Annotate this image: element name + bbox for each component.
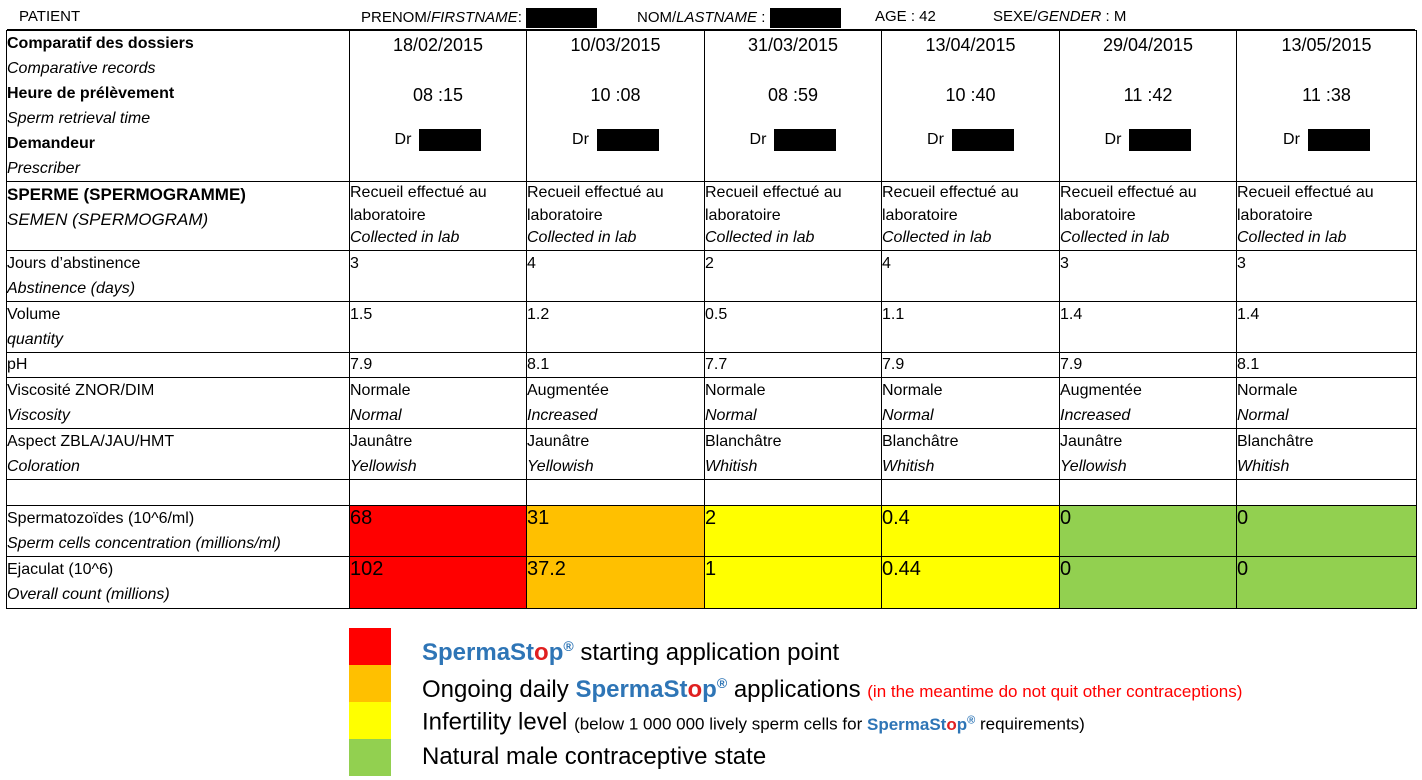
aspect-value-en: Yellowish <box>527 458 594 475</box>
record-time: 10 :40 <box>945 85 996 105</box>
record-date: 18/02/2015 <box>392 35 484 55</box>
volume-cell <box>1237 302 1417 353</box>
aspect-value-en: Whitish <box>882 458 935 475</box>
ph-cell <box>882 353 1060 378</box>
aspect-value-fr: Blanchâtre <box>705 433 782 450</box>
time-label-fr: Heure de prélèvement <box>7 85 175 102</box>
viscosity-cell <box>1237 378 1417 429</box>
records-label-cell <box>7 31 350 182</box>
empty-cell <box>705 480 882 506</box>
legend-swatch-red <box>349 628 391 665</box>
legend-item-ongoing <box>349 665 1409 702</box>
prescriber-prefix: Dr <box>1283 131 1300 148</box>
record-prescriber <box>1060 128 1236 152</box>
ejaculate-label-fr: Ejaculat (10^6) <box>7 561 114 578</box>
ejaculate-cell <box>1060 557 1237 609</box>
concentration-value: 0.4 <box>882 507 910 529</box>
aspect-label-fr: Aspect ZBLA/JAU/HMT <box>7 433 175 450</box>
viscosity-cell <box>350 378 527 429</box>
legend-infertility-note: (below 1 000 000 lively sperm cells for SpermaStop® requirements) <box>574 714 1085 734</box>
legend-swatch-green <box>349 739 391 776</box>
empty-row <box>7 480 1417 506</box>
ph-cell <box>1237 353 1417 378</box>
collect-text: laboratoire <box>882 206 958 224</box>
redacted-prescriber <box>597 129 659 151</box>
ejaculate-label-en: Overall count (millions) <box>7 586 170 603</box>
concentration-label-cell <box>7 506 350 557</box>
brand-name: SpermaStop® <box>575 675 728 703</box>
legend-item-infertility <box>349 702 1409 739</box>
collect-text: laboratoire <box>1060 206 1136 224</box>
record-time: 08 :59 <box>767 85 819 105</box>
abstinence-label-en: Abstinence (days) <box>7 280 136 297</box>
abstinence-label-fr: Jours d’abstinence <box>7 255 141 272</box>
collect-text: Recueil effectué au <box>527 184 664 201</box>
viscosity-cell <box>705 378 882 429</box>
ejaculate-cell <box>882 557 1060 609</box>
sex-value: : M <box>1101 8 1127 25</box>
records-header-row <box>7 31 1417 182</box>
aspect-cell <box>527 429 705 480</box>
ph-value: 7.7 <box>705 356 728 373</box>
viscosity-cell <box>1060 378 1237 429</box>
spermogram-table <box>6 30 1417 609</box>
ejaculate-cell <box>1237 557 1417 609</box>
semen-cell-1 <box>350 182 527 251</box>
record-time: 11 :38 <box>1302 85 1351 105</box>
concentration-value: 0 <box>1060 507 1072 529</box>
aspect-cell <box>705 429 882 480</box>
legend-text-contraceptive: Natural male contraceptive state <box>422 743 767 770</box>
abstinence-value: 3 <box>1060 255 1069 272</box>
viscosity-value-fr: Augmentée <box>527 382 609 399</box>
record-prescriber <box>705 128 881 152</box>
concentration-cell <box>1060 506 1237 557</box>
brand-name: SpermaStop® <box>866 714 976 734</box>
aspect-value-fr: Blanchâtre <box>1237 433 1314 450</box>
empty-cell <box>1060 480 1237 506</box>
abstinence-value: 3 <box>350 255 359 272</box>
abstinence-row <box>7 251 1417 302</box>
collect-text: Recueil effectué au <box>1060 184 1197 201</box>
redacted-firstname <box>526 8 597 28</box>
records-label-fr: Comparatif des dossiers <box>7 35 194 52</box>
concentration-value: 68 <box>350 507 373 529</box>
empty-cell <box>1237 480 1417 506</box>
viscosity-value-en: Increased <box>527 407 598 424</box>
record-prescriber <box>527 128 704 152</box>
semen-label-fr: SPERME (SPERMOGRAMME) <box>7 185 246 204</box>
volume-value: 1.2 <box>527 306 550 323</box>
viscosity-value-fr: Augmentée <box>1060 382 1142 399</box>
viscosity-label-fr: Viscosité ZNOR/DIM <box>7 382 155 399</box>
legend-text-ongoing: Ongoing daily SpermaStop® applications (in the meantime do not quit other contraceptions) <box>422 675 1243 703</box>
ph-value: 7.9 <box>1060 356 1083 373</box>
abstinence-cell <box>350 251 527 302</box>
ph-label-cell <box>7 353 350 378</box>
viscosity-cell <box>882 378 1060 429</box>
volume-cell <box>882 302 1060 353</box>
ejaculate-cell <box>350 557 527 609</box>
viscosity-label-cell <box>7 378 350 429</box>
volume-value: 0.5 <box>705 306 728 323</box>
empty-cell <box>7 480 350 506</box>
ejaculate-value: 0.44 <box>882 558 921 580</box>
volume-label-en: quantity <box>7 331 64 348</box>
viscosity-value-en: Normal <box>350 407 402 424</box>
volume-cell <box>1060 302 1237 353</box>
abstinence-value: 2 <box>705 255 714 272</box>
empty-cell <box>527 480 705 506</box>
legend-text-start: SpermaStop® starting application point <box>422 638 840 666</box>
brand-name: SpermaStop® <box>422 638 574 666</box>
record-time: 10 :08 <box>590 85 641 105</box>
redacted-prescriber <box>1129 129 1191 151</box>
time-label-en: Sperm retrieval time <box>7 110 151 127</box>
viscosity-value-en: Normal <box>705 407 757 424</box>
firstname-label-en: FIRSTNAME <box>431 8 518 26</box>
collect-text: laboratoire <box>1237 206 1313 224</box>
prescriber-label-fr: Demandeur <box>7 135 96 152</box>
semen-row <box>7 182 1417 251</box>
record-header-3 <box>705 31 882 182</box>
record-header-4 <box>882 31 1060 182</box>
volume-label-cell <box>7 302 350 353</box>
abstinence-label-cell <box>7 251 350 302</box>
volume-value: 1.4 <box>1060 306 1083 323</box>
record-prescriber <box>350 128 526 152</box>
ejaculate-cell <box>527 557 705 609</box>
ejaculate-value: 1 <box>705 558 717 580</box>
legend-item-start <box>349 628 1409 665</box>
record-date: 31/03/2015 <box>747 35 839 55</box>
aspect-cell <box>350 429 527 480</box>
aspect-label-cell <box>7 429 350 480</box>
volume-row <box>7 302 1417 353</box>
ph-label: pH <box>7 356 28 373</box>
redacted-lastname <box>770 8 841 28</box>
volume-cell <box>350 302 527 353</box>
aspect-value-fr: Jaunâtre <box>1060 433 1123 450</box>
volume-cell <box>527 302 705 353</box>
concentration-row <box>7 506 1417 557</box>
records-label-en: Comparative records <box>7 60 156 77</box>
viscosity-cell <box>527 378 705 429</box>
ph-cell <box>350 353 527 378</box>
aspect-value-en: Yellowish <box>350 458 417 475</box>
collect-text-en: Collected in lab <box>1060 229 1170 246</box>
aspect-cell <box>1060 429 1237 480</box>
ejaculate-label-cell <box>7 557 350 609</box>
concentration-value: 0 <box>1237 507 1249 529</box>
volume-value: 1.5 <box>350 306 373 323</box>
legend-warning-note: (in the meantime do not quit other contraceptions) <box>867 682 1243 701</box>
ejaculate-cell <box>705 557 882 609</box>
redacted-prescriber <box>952 129 1014 151</box>
ph-value: 7.9 <box>882 356 905 373</box>
ph-cell <box>1060 353 1237 378</box>
concentration-value: 2 <box>705 507 717 529</box>
record-prescriber <box>1237 128 1416 152</box>
sex-field <box>993 8 1126 25</box>
ejaculate-value: 37.2 <box>527 558 566 580</box>
abstinence-cell <box>1060 251 1237 302</box>
semen-label-en: SEMEN (SPERMOGRAM) <box>7 210 209 229</box>
aspect-value-fr: Jaunâtre <box>350 433 413 450</box>
semen-cell-6 <box>1237 182 1417 251</box>
semen-cell-2 <box>527 182 705 251</box>
concentration-cell <box>350 506 527 557</box>
abstinence-value: 4 <box>882 255 891 272</box>
record-date: 29/04/2015 <box>1102 35 1194 55</box>
abstinence-cell <box>882 251 1060 302</box>
legend-swatch-orange <box>349 665 391 702</box>
prescriber-prefix: Dr <box>927 131 944 148</box>
abstinence-value: 4 <box>527 255 536 272</box>
collect-text: Recueil effectué au <box>1237 184 1374 201</box>
aspect-value-fr: Jaunâtre <box>527 433 590 450</box>
concentration-label-fr: Spermatozoïdes (10^6/ml) <box>7 510 195 527</box>
ph-cell <box>705 353 882 378</box>
ph-cell <box>527 353 705 378</box>
viscosity-label-en: Viscosity <box>7 407 70 424</box>
prescriber-prefix: Dr <box>572 131 589 148</box>
legend-swatch-yellow <box>349 702 391 739</box>
prescriber-prefix: Dr <box>394 131 412 148</box>
collect-text: Recueil effectué au <box>882 184 1019 201</box>
redacted-prescriber <box>1308 129 1370 151</box>
sex-label-en: GENDER <box>1037 8 1102 25</box>
redacted-prescriber <box>774 129 836 151</box>
aspect-value-en: Whitish <box>705 458 758 475</box>
patient-header <box>7 7 1415 30</box>
firstname-label: PRENOM/ <box>361 8 432 26</box>
aspect-row <box>7 429 1417 480</box>
concentration-cell <box>882 506 1060 557</box>
record-prescriber <box>882 128 1059 152</box>
record-header-1 <box>350 31 527 182</box>
firstname-field: PRENOM/FIRSTNAME: <box>361 8 597 28</box>
record-header-5 <box>1060 31 1237 182</box>
concentration-cell <box>1237 506 1417 557</box>
lastname-label-en: LASTNAME <box>676 8 758 26</box>
volume-value: 1.4 <box>1237 306 1260 323</box>
legend-text-infertility: Infertility level (below 1 000 000 lively sperm cells for SpermaStop® requirements) <box>422 708 1085 736</box>
record-date: 13/04/2015 <box>925 35 1016 55</box>
aspect-cell <box>1237 429 1417 480</box>
collect-text-en: Collected in lab <box>705 229 815 246</box>
viscosity-value-en: Increased <box>1060 407 1131 424</box>
abstinence-value: 3 <box>1237 255 1246 272</box>
ejaculate-value: 0 <box>1060 558 1072 580</box>
viscosity-value-fr: Normale <box>350 382 411 399</box>
prescriber-prefix: Dr <box>749 131 767 148</box>
concentration-cell <box>705 506 882 557</box>
viscosity-value-fr: Normale <box>882 382 943 399</box>
redacted-prescriber <box>419 129 481 151</box>
ejaculate-row <box>7 557 1417 609</box>
ejaculate-value: 0 <box>1237 558 1249 580</box>
viscosity-row <box>7 378 1417 429</box>
concentration-label-en: Sperm cells concentration (millions/ml) <box>7 535 281 552</box>
abstinence-cell <box>1237 251 1417 302</box>
age-field: AGE : 42 <box>875 8 936 25</box>
ph-row <box>7 353 1417 378</box>
empty-cell <box>350 480 527 506</box>
concentration-cell <box>527 506 705 557</box>
patient-label: PATIENT <box>19 8 81 25</box>
viscosity-value-en: Normal <box>1237 407 1289 424</box>
collect-text: laboratoire <box>350 206 426 224</box>
prescriber-prefix: Dr <box>1104 131 1122 148</box>
viscosity-value-fr: Normale <box>705 382 766 399</box>
lastname-label: NOM/ <box>637 8 677 26</box>
record-time: 08 :15 <box>412 85 464 105</box>
empty-cell <box>882 480 1060 506</box>
ph-value: 8.1 <box>527 356 550 373</box>
ph-value: 7.9 <box>350 356 373 373</box>
record-header-2 <box>527 31 705 182</box>
aspect-value-fr: Blanchâtre <box>882 433 959 450</box>
collect-text-en: Collected in lab <box>527 229 637 246</box>
collect-text: Recueil effectué au <box>350 184 487 201</box>
record-date: 13/05/2015 <box>1281 35 1372 55</box>
aspect-cell <box>882 429 1060 480</box>
record-time: 11 :42 <box>1123 85 1173 105</box>
abstinence-cell <box>705 251 882 302</box>
aspect-value-en: Yellowish <box>1060 458 1127 475</box>
sex-label: SEXE/ <box>993 8 1038 25</box>
collect-text: laboratoire <box>705 206 781 224</box>
collect-text: laboratoire <box>527 206 603 224</box>
collect-text-en: Collected in lab <box>350 229 460 246</box>
viscosity-value-en: Normal <box>882 407 934 424</box>
legend-item-contraceptive <box>349 739 1409 776</box>
prescriber-label-en: Prescriber <box>7 160 80 177</box>
aspect-value-en: Whitish <box>1237 458 1290 475</box>
collect-text-en: Collected in lab <box>882 229 992 246</box>
lastname-field: NOM/LASTNAME : <box>637 8 841 28</box>
volume-label-fr: Volume <box>7 306 61 323</box>
aspect-label-en: Coloration <box>7 458 80 475</box>
viscosity-value-fr: Normale <box>1237 382 1298 399</box>
record-date: 10/03/2015 <box>570 35 661 55</box>
abstinence-cell <box>527 251 705 302</box>
record-header-6 <box>1237 31 1417 182</box>
ph-value: 8.1 <box>1237 356 1260 373</box>
semen-cell-3 <box>705 182 882 251</box>
volume-cell <box>705 302 882 353</box>
concentration-value: 31 <box>527 507 550 529</box>
semen-cell-5 <box>1060 182 1237 251</box>
collect-text: Recueil effectué au <box>705 184 842 201</box>
volume-value: 1.1 <box>882 306 905 323</box>
collect-text-en: Collected in lab <box>1237 229 1347 246</box>
ejaculate-value: 102 <box>350 558 384 580</box>
semen-label-cell <box>7 182 350 251</box>
semen-cell-4 <box>882 182 1060 251</box>
